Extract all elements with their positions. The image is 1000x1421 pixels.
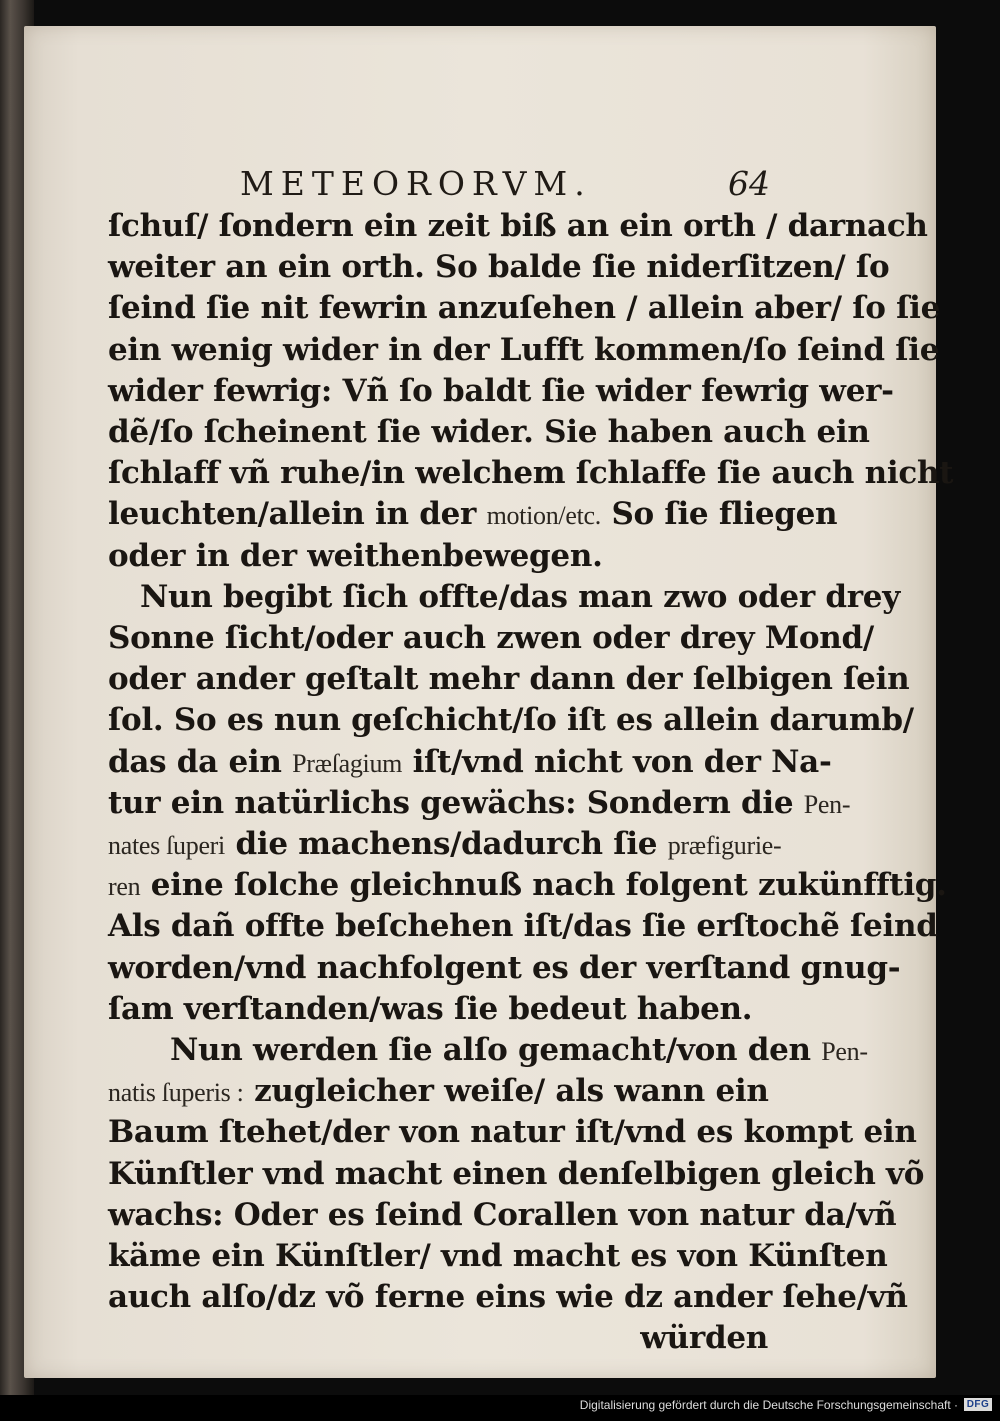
blackletter-text: Künſtler vnd macht einen denſelbigen gleich võ xyxy=(108,1155,925,1192)
dfg-logo: DFG xyxy=(964,1398,992,1411)
blackletter-text: Nun begibt ſich offte/das man zwo oder drey xyxy=(140,578,900,615)
roman-text: Præſagium xyxy=(292,748,403,778)
page-number: 64 xyxy=(728,164,770,203)
text-line xyxy=(140,578,900,615)
blackletter-text: wider fewrig: Vñ ſo baldt ſie wider fewrig wer- xyxy=(108,372,894,409)
text-line xyxy=(108,455,954,492)
roman-text: Pen- xyxy=(803,789,851,819)
funding-credit: Digitalisierung gefördert durch die Deutsche Forschungsgemeinschaft · xyxy=(579,1398,958,1412)
blackletter-text: das da ein xyxy=(108,743,293,780)
text-line xyxy=(108,1196,897,1233)
text-line xyxy=(108,661,910,698)
blackletter-text: würden xyxy=(640,1320,768,1357)
blackletter-text: worden/vnd nachfolgent es der verſtand gnug- xyxy=(108,949,901,986)
roman-text: nates ſuperi xyxy=(108,831,225,860)
blackletter-text: ſol. So es nun geſchicht/ſo iſt es allein darumb/ xyxy=(108,702,914,739)
text-line xyxy=(640,1320,768,1356)
blackletter-text: käme ein Künſtler/ vnd macht es von Künſten xyxy=(108,1238,888,1274)
text-line xyxy=(108,826,782,864)
blackletter-text: eine ſolche gleichnuß nach folgent zukünfftig. xyxy=(140,867,947,904)
blackletter-text: oder ander geſtalt mehr dann der ſelbigen ſein xyxy=(108,661,910,698)
blackletter-text: Nun werden ſie alſo gemacht/von den xyxy=(170,1032,822,1068)
blackletter-text: iſt/vnd nicht von der Na- xyxy=(402,743,832,780)
blackletter-text: ſchuſ/ ſondern ein zeit biß an ein orth / darnach xyxy=(108,208,928,244)
text-line xyxy=(108,908,938,945)
text-line xyxy=(108,331,940,368)
text-line xyxy=(108,538,768,574)
text-line xyxy=(108,1073,768,1111)
blackletter-text: Als dañ offte beſchehen iſt/das ſie erſtochẽ ſeind xyxy=(108,908,938,945)
blackletter-text: dẽ/ſo ſcheinent ſie wider. Sie haben auch ein xyxy=(108,414,870,450)
blackletter-text: So ſie fliegen xyxy=(600,496,838,533)
text-line xyxy=(108,1279,908,1316)
text-line xyxy=(108,743,832,782)
book-page xyxy=(24,26,954,1378)
blackletter-text: leuchten/allein in der xyxy=(108,496,487,533)
text-line xyxy=(108,991,768,1027)
blackletter-text: tur ein natürlichs gewächs: Sondern die xyxy=(108,784,804,821)
text-line xyxy=(108,702,914,739)
blackletter-text: oder in der weithenbewegen. xyxy=(108,537,603,574)
text-line xyxy=(108,620,874,656)
running-head: METEORORVM. xyxy=(240,164,592,203)
text-line xyxy=(108,1114,917,1151)
roman-text: ren xyxy=(108,872,141,902)
text-line xyxy=(108,208,928,244)
text-line xyxy=(108,1155,925,1192)
footer-bar xyxy=(0,1395,1000,1415)
blackletter-text: Baum ſtehet/der von natur iſt/vnd es kompt ein xyxy=(108,1114,917,1151)
text-line xyxy=(108,949,901,986)
blackletter-text: ein wenig wider in der Lufft kommen/ſo ſeind ſie xyxy=(108,331,940,368)
roman-text: motion/etc. xyxy=(486,501,601,531)
text-line xyxy=(108,867,947,905)
text-line xyxy=(108,496,838,534)
text-line xyxy=(108,1238,888,1274)
blackletter-text: die machens/dadurch ſie xyxy=(224,826,668,862)
text-line xyxy=(170,1032,868,1070)
blackletter-text: ſeind ſie nit fewrin anzuſehen / allein aber/ ſo ſie xyxy=(108,290,941,327)
blackletter-text: zugleicher weiſe/ als wann ein xyxy=(243,1073,769,1110)
text-line xyxy=(108,414,870,450)
roman-text: natis ſuperis : xyxy=(108,1078,244,1108)
text-line xyxy=(108,249,890,286)
roman-text: præfigurie- xyxy=(667,831,782,860)
text-line xyxy=(108,290,941,327)
blackletter-text: auch alſo/dz võ ferne eins wie dz ander ſehe/vñ xyxy=(108,1279,908,1316)
blackletter-text: weiter an ein orth. So balde ſie niderſitzen/ ſo xyxy=(108,249,890,286)
blackletter-text: ſam verſtanden/was ſie bedeut haben. xyxy=(108,990,753,1027)
text-line xyxy=(108,784,851,823)
text-line xyxy=(108,372,894,409)
blackletter-text: wachs: Oder es ſeind Corallen von natur da/vñ xyxy=(108,1196,897,1233)
blackletter-text: ſchlaff vñ ruhe/in welchem ſchlaffe ſie auch nicht xyxy=(108,455,954,492)
blackletter-text: Sonne ſicht/oder auch zwen oder drey Mond/ xyxy=(108,620,874,656)
roman-text: Pen- xyxy=(821,1037,868,1066)
